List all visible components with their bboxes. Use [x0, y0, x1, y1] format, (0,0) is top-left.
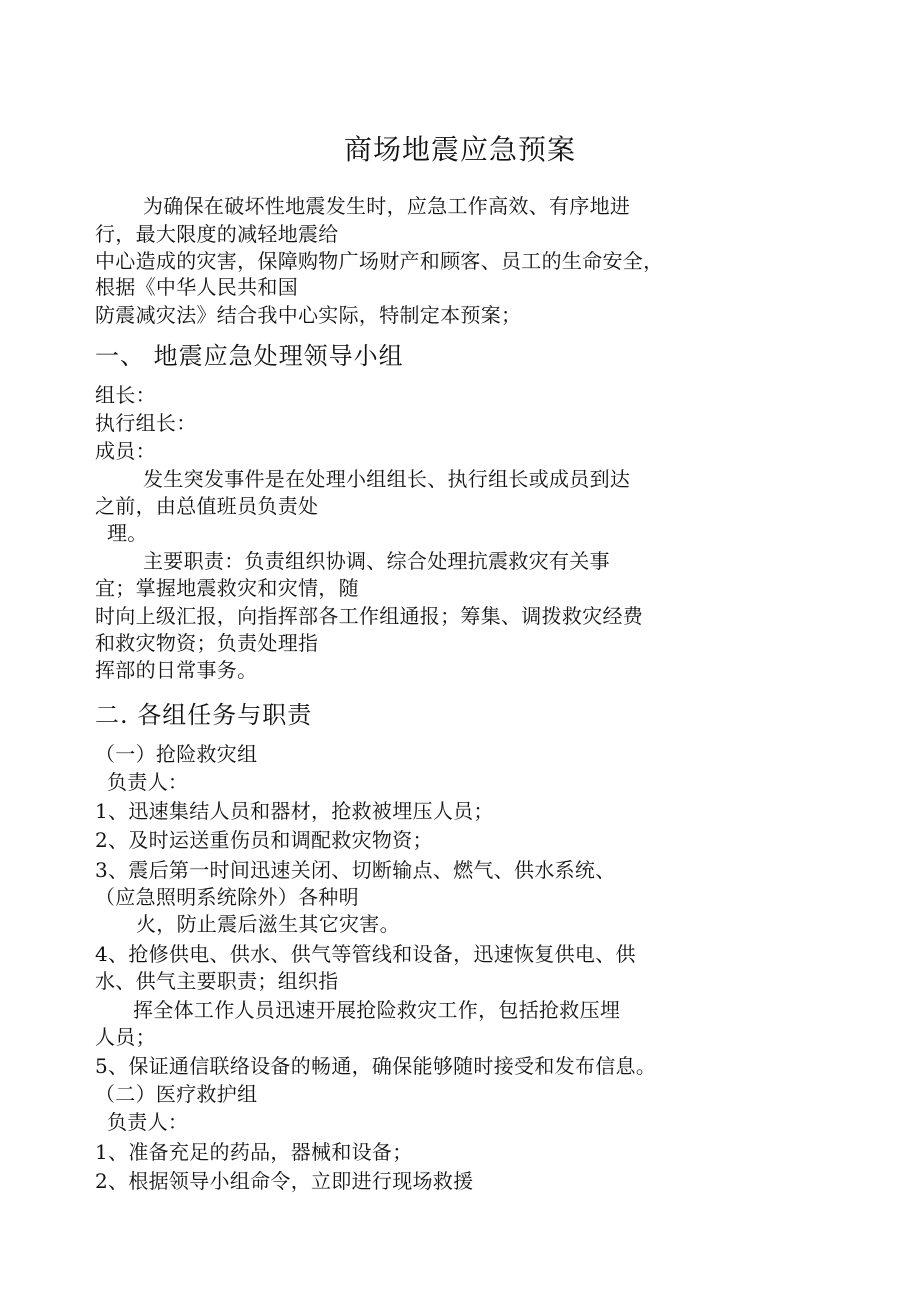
- leader-label: 负责人：: [107, 770, 189, 794]
- list-item: 水、供气主要职责；组织指: [95, 969, 339, 993]
- list-item: 火，防止震后滋生其它灾害。: [136, 912, 400, 936]
- paragraph-line: 发生突发事件是在处理小组组长、执行组长或成员到达: [143, 467, 631, 491]
- list-item: 人员；: [95, 1025, 156, 1049]
- paragraph-line: 主要职责：负责组织协调、综合处理抗震救灾有关事: [143, 549, 610, 573]
- list-item: 2、及时运送重伤员和调配救灾物资；: [95, 828, 433, 852]
- document-title: 商场地震应急预案: [343, 133, 576, 166]
- intro-line: 行，最大限度的减轻地震给: [95, 222, 339, 246]
- list-item: 1、迅速集结人员和器材，抢救被埋压人员；: [95, 799, 494, 823]
- intro-line: 根据《中华人民共和国: [95, 275, 298, 299]
- paragraph-line: 宜；掌握地震救灾和灾情，随: [95, 576, 359, 600]
- list-item: 挥全体工作人员迅速开展抢险救灾工作，包括抢救压埋: [133, 998, 621, 1022]
- list-item: （应急照明系统除外）各种明: [95, 885, 359, 909]
- intro-line: 防震减灾法》结合我中心实际，特制定本预案；: [95, 303, 522, 327]
- list-item: 3、震后第一时间迅速关闭、切断输点、燃气、供水系统、: [95, 858, 616, 882]
- intro-line: 中心造成的灾害，保障购物广场财产和顾客、员工的生命安全，: [95, 249, 664, 273]
- list-item: 5、保证通信联络设备的畅通，确保能够随时接受和发布信息。: [95, 1054, 657, 1078]
- paragraph-line: 理。: [107, 521, 148, 545]
- role-label: 组长：: [95, 383, 156, 407]
- group-name: （一）抢险救灾组: [95, 742, 258, 766]
- paragraph-line: 和救灾物资；负责处理指: [95, 631, 319, 655]
- list-item: 4、抢修供电、供水、供气等管线和设备，迅速恢复供电、供: [95, 942, 636, 966]
- intro-line: 为确保在破坏性地震发生时，应急工作高效、有序地进: [143, 194, 631, 218]
- paragraph-line: 时向上级汇报，向指挥部各工作组通报；筹集、调拨救灾经费: [95, 604, 644, 628]
- role-label: 成员：: [95, 439, 156, 463]
- list-item: 1、准备充足的药品，器械和设备；: [95, 1140, 413, 1164]
- paragraph-line: 之前，由总值班员负责处: [95, 494, 319, 518]
- section-heading: 二. 各组任务与职责: [95, 701, 313, 729]
- paragraph-line: 挥部的日常事务。: [95, 658, 258, 682]
- section-heading: 一、 地震应急处理领导小组: [95, 342, 404, 370]
- leader-label: 负责人：: [107, 1110, 189, 1134]
- role-label: 执行组长：: [95, 411, 197, 435]
- list-item: 2、根据领导小组命令，立即进行现场救援: [95, 1169, 474, 1193]
- group-name: （二）医疗救护组: [95, 1082, 258, 1106]
